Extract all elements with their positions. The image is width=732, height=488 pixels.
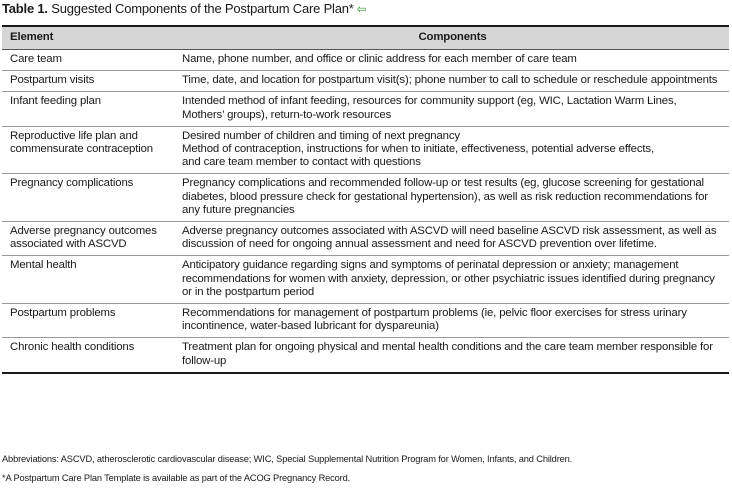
care-plan-table <box>2 25 729 374</box>
components-text: Pregnancy complications and recommended follow-up or test results (eg, glucose screening for gestational <box>182 177 704 190</box>
header-components: Components <box>176 26 729 50</box>
components-cell <box>176 50 729 71</box>
element-text: Adverse pregnancy outcomes <box>10 225 157 238</box>
element-cell <box>2 338 176 373</box>
components-text: Intended method of infant feeding, resources for community support (eg, WIC, Lactation Warm Lines, <box>182 95 677 108</box>
element-cell <box>2 50 176 71</box>
element-text: Pregnancy complications <box>10 177 134 190</box>
abbreviations-note: Abbreviations: ASCVD, atherosclerotic cardiovascular disease; WIC, Special Supplemental Nutrition Program for Women, Infants, and Children. <box>2 454 573 464</box>
components-text: diabetes, blood pressure check for gestational hypertension), as well as risk reduction recommendations for <box>182 190 708 203</box>
components-cell <box>176 71 729 92</box>
table-header-row <box>2 26 729 50</box>
components-cell <box>176 256 729 304</box>
element-text: Postpartum visits <box>10 74 95 87</box>
components-cell <box>176 222 729 256</box>
components-text: Desired number of children and timing of next pregnancy <box>182 129 460 142</box>
element-text: Care team <box>10 53 62 65</box>
table-row <box>2 256 729 304</box>
components-cell <box>176 174 729 222</box>
components-cell <box>176 92 729 126</box>
element-cell <box>2 304 176 338</box>
element-cell <box>2 174 176 222</box>
components-text: incontinence, water-based lubricant for dyspareunia) <box>182 320 439 333</box>
table-row <box>2 126 729 174</box>
element-cell <box>2 256 176 304</box>
components-cell <box>176 338 729 373</box>
table-row <box>2 50 729 71</box>
components-text: any future pregnancies <box>182 203 295 216</box>
table-row <box>2 304 729 338</box>
element-text: Chronic health conditions <box>10 341 135 354</box>
components-text: Mothers’ groups), return-to-work resources <box>182 108 392 121</box>
components-text: follow-up <box>182 354 227 367</box>
element-cell <box>2 71 176 92</box>
table-row <box>2 92 729 126</box>
table-caption: Suggested Components of the Postpartum Care Plan* <box>51 1 354 16</box>
components-text: Recommendations for management of postpartum problems (ie, pelvic floor exercises for stress urinary <box>182 307 687 320</box>
element-cell <box>2 222 176 256</box>
element-text: Reproductive life plan and <box>10 129 138 142</box>
element-cell <box>2 126 176 174</box>
table-row <box>2 338 729 373</box>
components-cell <box>176 304 729 338</box>
table-row <box>2 174 729 222</box>
element-text: Mental health <box>10 259 77 272</box>
table-row <box>2 222 729 256</box>
element-text: Infant feeding plan <box>10 95 101 108</box>
table-row <box>2 71 729 92</box>
element-text: Postpartum problems <box>10 307 116 320</box>
components-text: discussion of need for ongoing annual assessment and need for ASCVD prevention over lifetime. <box>182 238 657 251</box>
components-cell <box>176 126 729 174</box>
components-text: or in the postpartum period <box>182 285 315 298</box>
components-text: Name, phone number, and office or clinic address for each member of care team <box>182 53 577 65</box>
asterisk-footnote: *A Postpartum Care Plan Template is available as part of the ACOG Pregnancy Record. <box>2 473 351 483</box>
components-text: Time, date, and location for postpartum visit(s); phone number to call to schedule or reschedule appointments <box>182 74 718 87</box>
components-text: and care team member to contact with questions <box>182 156 421 169</box>
element-text: associated with ASCVD <box>10 238 127 251</box>
table-body <box>2 50 729 373</box>
components-text: Adverse pregnancy outcomes associated with ASCVD will need baseline ASCVD risk assessment, as well as <box>182 225 717 238</box>
header-element: Element <box>2 26 176 50</box>
components-text: Treatment plan for ongoing physical and mental health conditions and the care team member responsible for <box>182 341 713 354</box>
components-text: Method of contraception, instructions for when to initiate, effectiveness, potential adverse effects, <box>182 143 654 156</box>
back-arrow-icon[interactable]: ⇦ <box>356 2 367 16</box>
element-cell <box>2 92 176 126</box>
element-text: commensurate contraception <box>10 143 153 156</box>
table-label: Table 1. <box>2 1 48 16</box>
components-text: Anticipatory guidance regarding signs and symptoms of perinatal depression or anxiety; management <box>182 259 679 272</box>
components-text: recommendations for women with anxiety, depression, or other psychiatric issues identified during pregnancy <box>182 272 715 285</box>
table-title <box>2 0 367 18</box>
